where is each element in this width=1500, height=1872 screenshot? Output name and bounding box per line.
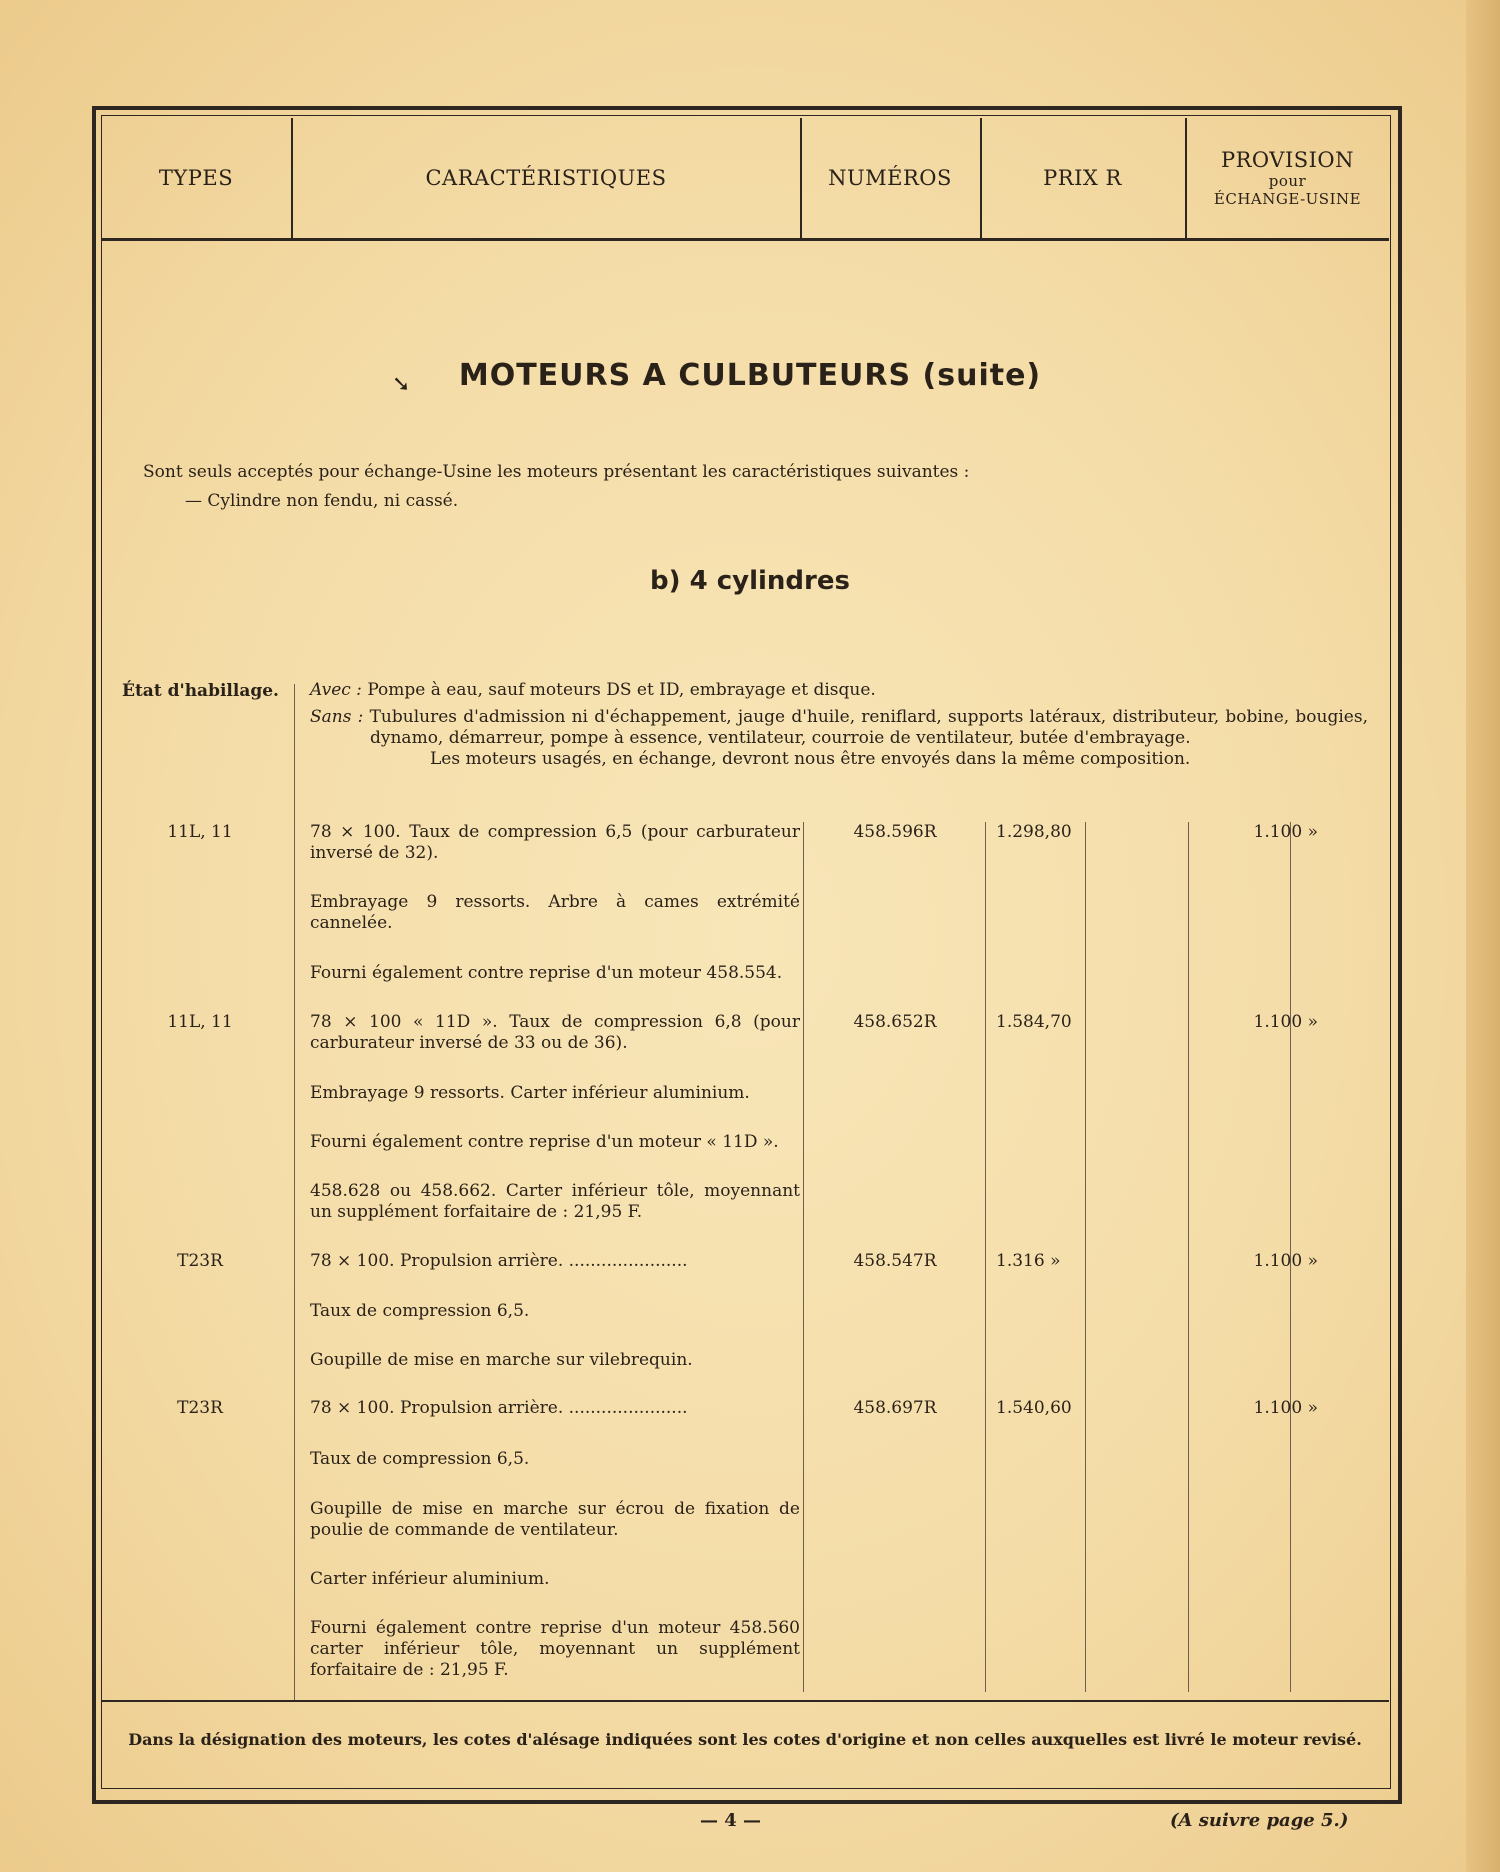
- intro-text: [143, 458, 969, 516]
- header-provision-line1: PROVISION: [1220, 148, 1355, 172]
- avec-text: Pompe à eau, sauf moteurs DS et ID, embrayage et disque.: [367, 680, 876, 700]
- page-number: — 4 —: [700, 1810, 762, 1831]
- row-type: T23R: [177, 1251, 223, 1271]
- row-prix: 1.540,60: [996, 1398, 1072, 1418]
- row-desc: Carter inférieur aluminium.: [310, 1569, 550, 1589]
- row-type: 11L, 11: [167, 822, 233, 842]
- column-rule: [985, 822, 986, 1692]
- row-desc: Fourni également contre reprise d'un moteur 458.560 carter inférieur tôle, moyennant un supplément forfaitaire de : 21,95 F.: [310, 1618, 800, 1680]
- row-desc: 78 × 100 « 11D ». Taux de compression 6,8 (pour carburateur inversé de 33 ou de 36).: [310, 1012, 800, 1053]
- column-rule: [1188, 822, 1189, 1692]
- arrow-icon: ➘: [392, 372, 411, 397]
- intro-line: Sont seuls acceptés pour échange-Usine les moteurs présentant les caractéristiques suivantes :: [143, 462, 970, 482]
- continued-note: (A suivre page 5.): [1170, 1810, 1349, 1831]
- footnote-rule: [101, 1700, 1389, 1702]
- avec-label: Avec :: [310, 680, 362, 700]
- header-numeros: NUMÉROS: [828, 166, 952, 190]
- row-provision: 1.100 »: [1253, 822, 1318, 842]
- row-desc: Goupille de mise en marche sur écrou de fixation de poulie de commande de ventilateur.: [310, 1499, 800, 1540]
- header-provision-line2: pour: [1268, 172, 1307, 190]
- header-prix: PRIX R: [1043, 166, 1122, 190]
- subsection-title: b) 4 cylindres: [650, 566, 850, 596]
- row-desc: 78 × 100. Propulsion arrière. ......................: [310, 1398, 688, 1418]
- header-caracteristiques: CARACTÉRISTIQUES: [425, 166, 667, 190]
- section-title: MOTEURS A CULBUTEURS (suite): [458, 358, 1042, 393]
- row-desc: 78 × 100. Taux de compression 6,5 (pour carburateur inversé de 32).: [310, 822, 800, 863]
- row-prix: 1.316 »: [996, 1251, 1061, 1271]
- intro-line: — Cylindre non fendu, ni cassé.: [185, 491, 459, 511]
- header-divider: [291, 118, 293, 238]
- column-rule: [803, 822, 804, 1692]
- row-provision: 1.100 »: [1253, 1398, 1318, 1418]
- header-provision: [1186, 118, 1389, 238]
- etat-description: [310, 680, 1368, 776]
- row-desc: 458.628 ou 458.662. Carter inférieur tôle, moyennant un supplément forfaitaire de : 21,95 F.: [310, 1181, 800, 1222]
- row-prix: 1.584,70: [996, 1012, 1072, 1032]
- etat-label: État d'habillage.: [122, 681, 279, 701]
- row-provision: 1.100 »: [1253, 1012, 1318, 1032]
- row-numero: 458.547R: [853, 1251, 937, 1271]
- row-desc: Fourni également contre reprise d'un moteur 458.554.: [310, 963, 783, 983]
- row-numero: 458.652R: [853, 1012, 937, 1032]
- page-edge: [1466, 0, 1500, 1872]
- header-divider: [1185, 118, 1187, 238]
- footnote: Dans la désignation des moteurs, les cotes d'alésage indiquées sont les cotes d'origine et non celles auxquelles est livré le moteur revisé.: [128, 1730, 1362, 1749]
- row-numero: 458.697R: [853, 1398, 937, 1418]
- column-rule: [294, 684, 295, 1700]
- row-numero: 458.596R: [853, 822, 937, 842]
- row-desc: Goupille de mise en marche sur vilebrequin.: [310, 1350, 693, 1370]
- row-prix: 1.298,80: [996, 822, 1072, 842]
- sans-label: Sans :: [310, 707, 364, 727]
- row-desc: 78 × 100. Propulsion arrière. ......................: [310, 1251, 688, 1271]
- header-types: TYPES: [158, 166, 234, 190]
- row-desc: Taux de compression 6,5.: [310, 1301, 530, 1321]
- header-bottom-rule: [101, 238, 1389, 241]
- row-desc: Embrayage 9 ressorts. Carter inférieur aluminium.: [310, 1083, 750, 1103]
- sans-text: Tubulures d'admission ni d'échappement, jauge d'huile, reniflard, supports latéraux, distributeur, bobine, bougies, dynamo, démarreur, pompe à essence, ventilateur, courroie de ventilateur, butée d'embrayage.: [369, 707, 1368, 748]
- header-divider: [800, 118, 802, 238]
- header-provision-line3: ÉCHANGE-USINE: [1213, 190, 1362, 208]
- row-type: T23R: [177, 1398, 223, 1418]
- header-divider: [980, 118, 982, 238]
- row-provision: 1.100 »: [1253, 1251, 1318, 1271]
- etat-note: Les moteurs usagés, en échange, devront nous être envoyés dans la même composition.: [430, 749, 1191, 769]
- row-desc: Taux de compression 6,5.: [310, 1449, 530, 1469]
- row-desc: Fourni également contre reprise d'un moteur « 11D ».: [310, 1132, 779, 1152]
- row-desc: Embrayage 9 ressorts. Arbre à cames extrémité cannelée.: [310, 892, 800, 933]
- row-type: 11L, 11: [167, 1012, 233, 1032]
